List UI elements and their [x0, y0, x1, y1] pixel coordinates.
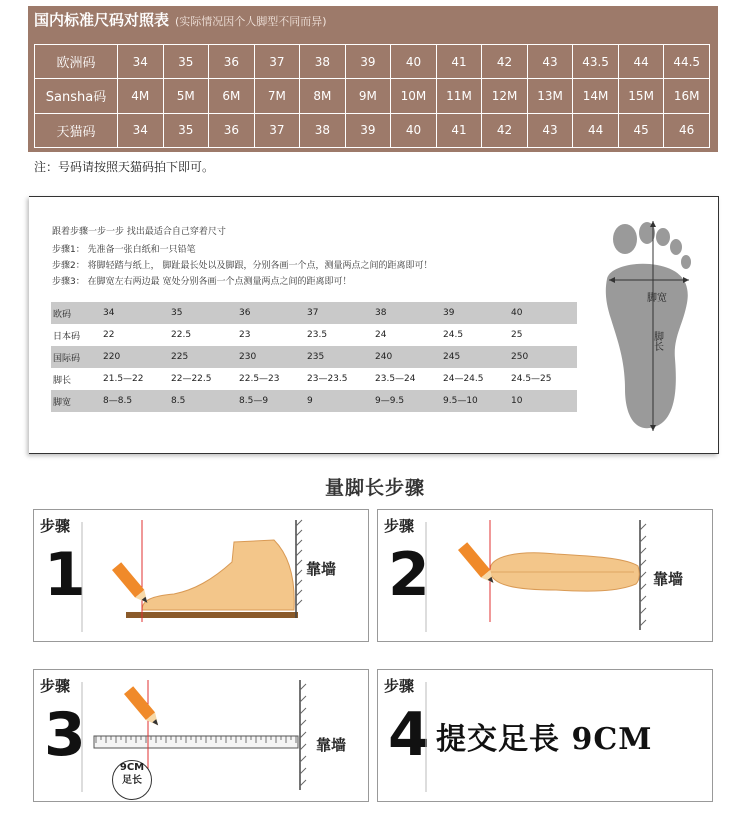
measure-guide-panel [29, 196, 719, 454]
foot-side-shape [142, 540, 294, 610]
guide-table-row [51, 390, 577, 412]
guide-row-label: 脚长 [53, 375, 72, 386]
guide-table-cell: 38 [373, 302, 441, 324]
toe-3-shape [656, 228, 670, 246]
guide-table-cell: 40 [509, 302, 577, 324]
step-panel-3 [33, 669, 369, 802]
guide-size-table [51, 302, 577, 412]
step-panel-2 [377, 509, 713, 642]
step-label: 步骤 [384, 677, 415, 695]
size-chart-cell: 40 [391, 45, 437, 79]
floor-shape [126, 612, 298, 618]
size-chart-cell: 44 [618, 45, 664, 79]
steps-title: 量脚长步骤 [324, 477, 425, 499]
guide-table-cell: 10 [509, 390, 577, 412]
size-chart-cell: 35 [163, 113, 209, 147]
size-chart-cell: 13M [527, 79, 573, 113]
big-toe-shape [613, 224, 637, 254]
size-chart-cell: 7M [254, 79, 300, 113]
guide-table-cell: 36 [237, 302, 305, 324]
guide-table-cell: 25 [511, 330, 523, 340]
size-chart-row-label: 天猫码 [35, 113, 118, 147]
size-chart-cell: 10M [391, 79, 437, 113]
guide-table-row [51, 324, 577, 346]
size-chart-cell: 11M [436, 79, 482, 113]
guide-table-cell: 24.5 [443, 330, 464, 340]
size-chart-cell: 43.5 [573, 45, 619, 79]
step-number: 3 [44, 700, 86, 770]
size-chart-cell: 36 [209, 113, 255, 147]
guide-table-cell: 22 [103, 330, 115, 340]
submit-foot-length-text: 提交足長 9CM [436, 722, 653, 757]
step-number: 2 [388, 540, 430, 610]
step-panel-4 [377, 669, 713, 802]
size-chart-cell: 15M [618, 79, 664, 113]
size-chart-cell: 39 [345, 45, 391, 79]
guide-table-cell: 235 [305, 346, 373, 368]
size-chart-cell: 12M [482, 79, 528, 113]
guide-step-1: 步骤1： 先准备一张白纸和一只铅笔 [52, 245, 196, 255]
guide-table-cell: 22—22.5 [171, 374, 212, 384]
guide-table-cell: 23—23.5 [307, 374, 348, 384]
guide-table-cell: 35 [169, 302, 237, 324]
guide-table-cell: 8.5—9 [237, 390, 305, 412]
guide-table-cell: 34 [101, 302, 169, 324]
guide-table-cell: 37 [305, 302, 373, 324]
guide-row-label: 欧码 [51, 302, 101, 324]
guide-table-cell: 8—8.5 [101, 390, 169, 412]
size-chart-cell: 42 [482, 45, 528, 79]
size-chart-cell: 6M [209, 79, 255, 113]
size-chart-title-text: 国内标准尺码对照表 [34, 11, 170, 29]
guide-table-cell: 22.5 [171, 330, 192, 340]
size-chart-cell: 35 [163, 45, 209, 79]
size-chart-row-label: 欧洲码 [35, 45, 118, 79]
size-chart-cell: 41 [436, 45, 482, 79]
foot-width-label: 脚宽 [647, 293, 667, 304]
guide-row-label: 脚宽 [51, 390, 101, 412]
step-panel-1 [33, 509, 369, 642]
guide-table-cell: 23.5 [307, 330, 328, 340]
size-chart-cell: 40 [391, 113, 437, 147]
foot-length-badge [112, 760, 152, 800]
size-chart-cell: 34 [118, 113, 164, 147]
guide-row-label: 国际码 [51, 346, 101, 368]
size-chart-cell: 34 [118, 45, 164, 79]
guide-table-cell: 240 [373, 346, 441, 368]
size-chart-cell: 38 [300, 45, 346, 79]
step-label: 步骤 [40, 517, 71, 535]
size-chart-subtitle: (实际情况因个人脚型不同而异) [175, 15, 327, 28]
guide-table-cell: 23 [239, 330, 251, 340]
size-chart-cell: 9M [345, 79, 391, 113]
step-label: 步骤 [384, 517, 415, 535]
size-chart-row [35, 45, 710, 79]
badge-value: 9CM [119, 762, 145, 773]
step-number: 4 [388, 700, 430, 770]
toe-4-shape [670, 239, 682, 255]
size-chart-cell: 5M [163, 79, 209, 113]
size-chart-cell: 38 [300, 113, 346, 147]
size-chart-row [35, 79, 710, 113]
size-chart-cell: 39 [345, 113, 391, 147]
sole-shape [606, 264, 688, 428]
size-chart-row [35, 113, 710, 147]
size-chart-cell: 37 [254, 113, 300, 147]
step-number: 1 [44, 540, 86, 610]
step-label: 步骤 [40, 677, 71, 695]
pencil-icon [124, 686, 163, 729]
guide-table-cell: 24—24.5 [443, 374, 484, 384]
size-chart-cell: 44.5 [664, 45, 710, 79]
size-chart-cell: 46 [664, 113, 710, 147]
size-chart-cell: 42 [482, 113, 528, 147]
size-chart-cell: 36 [209, 45, 255, 79]
guide-table-cell: 22.5—23 [239, 374, 280, 384]
guide-table-cell: 225 [169, 346, 237, 368]
guide-table-cell: 9.5—10 [441, 390, 509, 412]
size-chart-row-label: Sansha码 [35, 79, 118, 113]
badge-label: 足长 [122, 775, 142, 786]
guide-table-cell: 8.5 [169, 390, 237, 412]
size-chart-cell: 4M [118, 79, 164, 113]
guide-table-row [51, 346, 577, 368]
foot-outline-illustration [595, 219, 705, 434]
guide-table-cell: 24 [375, 330, 387, 340]
size-chart-cell: 14M [573, 79, 619, 113]
size-chart-cell: 8M [300, 79, 346, 113]
size-chart-title [34, 9, 327, 30]
guide-intro: 跟着步骤一步一步 找出最适合自己穿着尺寸 [52, 227, 226, 237]
guide-table-cell: 23.5—24 [375, 374, 416, 384]
guide-table-cell: 220 [101, 346, 169, 368]
size-chart-cell: 16M [664, 79, 710, 113]
guide-table-cell: 9 [305, 390, 373, 412]
size-chart-note: 注：号码请按照天猫码拍下即可。 [34, 160, 215, 174]
size-chart-cell: 41 [436, 113, 482, 147]
wall-label: 靠墙 [653, 570, 684, 588]
guide-table-cell: 250 [509, 346, 577, 368]
foot-length-label: 脚长 [651, 331, 663, 351]
guide-row-label: 日本码 [53, 331, 81, 342]
guide-step-3: 步骤3： 在脚宽左右两边最 宽处分别各画一个点测量两点之间的距离即可！ [52, 277, 352, 287]
size-chart-cell: 45 [618, 113, 664, 147]
wall-label: 靠墙 [306, 560, 337, 578]
guide-table-cell: 21.5—22 [103, 374, 144, 384]
pencil-icon [112, 562, 152, 606]
size-chart-cell: 44 [573, 113, 619, 147]
size-chart-panel [28, 6, 718, 152]
guide-table-cell: 245 [441, 346, 509, 368]
wall-label: 靠墙 [316, 736, 347, 754]
guide-table-cell: 230 [237, 346, 305, 368]
guide-table-row [51, 368, 577, 390]
guide-table-cell: 9—9.5 [373, 390, 441, 412]
guide-table-cell: 24.5—25 [511, 374, 552, 384]
toe-5-shape [681, 255, 691, 269]
size-chart-cell: 43 [527, 113, 573, 147]
guide-table-cell: 39 [441, 302, 509, 324]
guide-table-row [51, 302, 577, 324]
size-chart-table [34, 44, 710, 148]
size-chart-cell: 43 [527, 45, 573, 79]
guide-step-2: 步骤2： 将脚轻踏与纸上， 脚趾最长处以及脚跟，分别各画一个点，测量两点之间的距离即可！ [52, 261, 433, 271]
size-chart-cell: 37 [254, 45, 300, 79]
